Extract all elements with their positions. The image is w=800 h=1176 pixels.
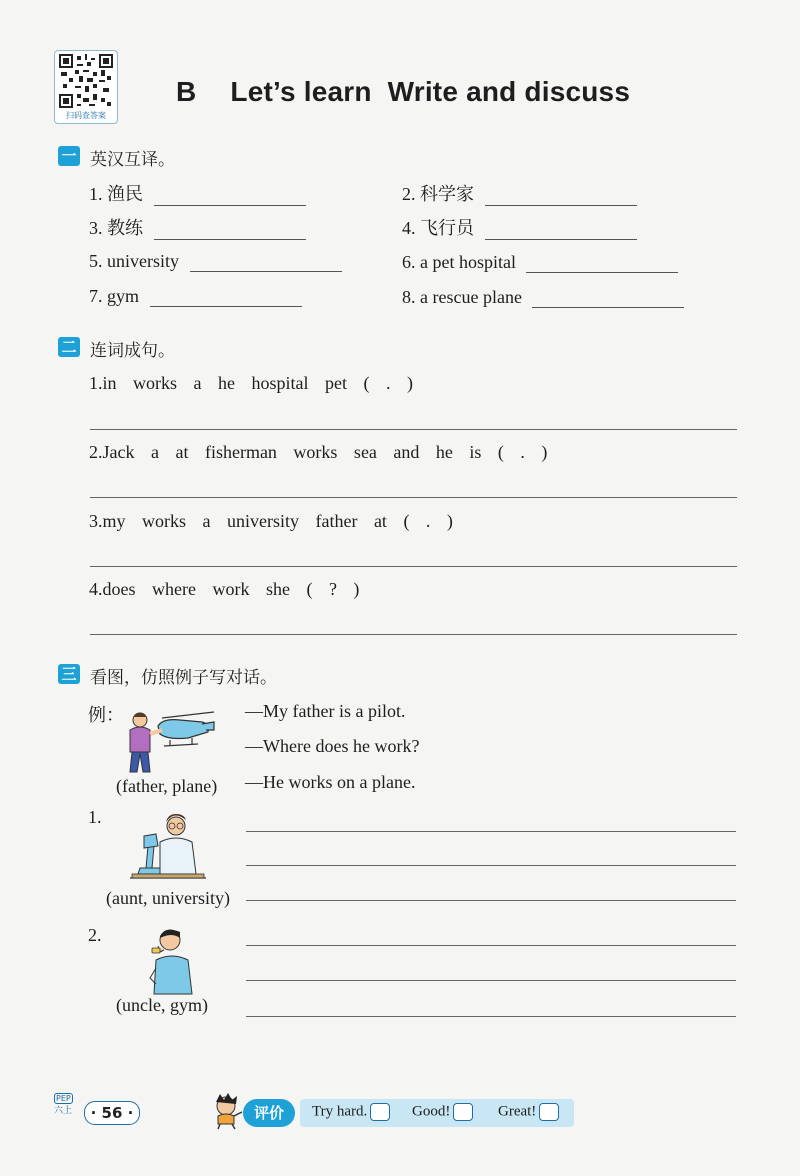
- writing-line[interactable]: [246, 980, 736, 981]
- item-number: 8.: [402, 287, 416, 307]
- item-word: gym: [107, 286, 140, 306]
- vocab-item-3: [89, 214, 306, 240]
- example-caption: (father, plane): [116, 776, 218, 796]
- eval-checkbox[interactable]: [453, 1103, 473, 1121]
- item-word: a pet hospital: [420, 252, 516, 272]
- item-number: 5.: [89, 251, 103, 271]
- qr-code[interactable]: [54, 50, 118, 124]
- example-line-1: —My father is a pilot.: [245, 701, 406, 721]
- eval-label: Try hard.: [312, 1103, 368, 1120]
- item-number: 4.: [89, 579, 103, 599]
- item-word: 飞行员: [420, 218, 474, 238]
- scramble-item-2: [89, 442, 547, 463]
- vocab-item-6: [402, 252, 678, 273]
- section-2-badge: 二: [58, 337, 80, 357]
- answer-blank[interactable]: [532, 289, 684, 308]
- item-number: 6.: [402, 252, 416, 272]
- scramble-item-4: [89, 579, 359, 600]
- scramble-item-1: [89, 373, 413, 394]
- answer-blank[interactable]: [526, 254, 678, 273]
- section-3-badge: 三: [58, 664, 80, 684]
- example-label: 例：: [88, 705, 124, 725]
- answer-blank[interactable]: [154, 187, 306, 206]
- exercise-number: 2.: [88, 925, 102, 945]
- writing-line[interactable]: [90, 429, 737, 430]
- scrambled-words: in works a he hospital pet: [102, 373, 347, 393]
- answer-blank[interactable]: [154, 221, 306, 240]
- eval-label: Great!: [498, 1103, 537, 1120]
- section-1-badge: 一: [58, 146, 80, 166]
- item-number: 7.: [89, 286, 103, 306]
- item-number: 3.: [89, 218, 103, 238]
- coach-whistle-illustration: [130, 922, 210, 996]
- evaluation-badge: 评价: [243, 1099, 295, 1127]
- writing-line[interactable]: [246, 865, 736, 866]
- item-number: 4.: [402, 218, 416, 238]
- punctuation-hint: ( . ): [497, 442, 548, 462]
- punctuation-hint: ( ? ): [306, 579, 360, 599]
- item-word: university: [107, 251, 179, 271]
- item-number: 2.: [89, 442, 103, 462]
- writing-line[interactable]: [246, 1016, 736, 1017]
- item-word: 教练: [107, 218, 143, 238]
- page-number: · 56 ·: [84, 1101, 140, 1125]
- item-word: 科学家: [420, 184, 474, 204]
- scrambled-words: does where work she: [102, 579, 290, 599]
- item-word: a rescue plane: [420, 287, 522, 307]
- vocab-item-8: [402, 287, 684, 308]
- qr-code-icon: [59, 54, 113, 108]
- eval-good: [412, 1103, 473, 1121]
- punctuation-hint: ( . ): [403, 511, 453, 531]
- writing-line[interactable]: [246, 900, 736, 901]
- section-2-title: 连词成句。: [90, 341, 175, 361]
- exercise-number: 1.: [88, 807, 102, 827]
- eval-great: [498, 1103, 559, 1121]
- scientist-microscope-illustration: [130, 808, 210, 884]
- section-3-title: 看图，仿照例子写对话。: [90, 668, 277, 688]
- writing-line[interactable]: [246, 945, 736, 946]
- qr-caption: 扫码查答案: [66, 111, 106, 120]
- answer-blank[interactable]: [485, 187, 637, 206]
- grade-label: 六上: [54, 1106, 73, 1116]
- vocab-item-5: [89, 251, 342, 272]
- exercise-caption: (aunt, university): [106, 888, 230, 908]
- writing-line[interactable]: [246, 831, 736, 832]
- item-number: 1.: [89, 373, 103, 393]
- answer-blank[interactable]: [190, 253, 342, 272]
- evaluation-bar: [300, 1099, 574, 1127]
- section-1-title: 英汉互译。: [90, 150, 175, 170]
- vocab-item-2: [402, 180, 637, 206]
- vocab-item-7: [89, 286, 302, 307]
- eval-checkbox[interactable]: [539, 1103, 559, 1121]
- example-line-3: —He works on a plane.: [245, 772, 416, 792]
- pilot-helicopter-illustration: [118, 704, 218, 776]
- mascot-icon: [208, 1092, 244, 1130]
- writing-line[interactable]: [90, 634, 737, 635]
- eval-label: Good!: [412, 1103, 451, 1120]
- writing-line[interactable]: [90, 497, 737, 498]
- title-text: Let’s learn Write and discuss: [230, 76, 631, 107]
- title-letter: B: [176, 76, 197, 107]
- exercise-caption: (uncle, gym): [116, 995, 208, 1015]
- answer-blank[interactable]: [485, 221, 637, 240]
- scrambled-words: my works a university father at: [102, 511, 387, 531]
- item-number: 1.: [89, 184, 103, 204]
- answer-blank[interactable]: [150, 288, 302, 307]
- scrambled-words: Jack a at fisherman works sea and he is: [102, 442, 482, 462]
- item-word: 渔民: [107, 184, 143, 204]
- eval-try-hard: [312, 1103, 390, 1121]
- vocab-item-1: [89, 180, 306, 206]
- eval-checkbox[interactable]: [370, 1103, 390, 1121]
- page-title: [176, 76, 630, 108]
- item-number: 3.: [89, 511, 103, 531]
- pep-label: PEP: [56, 1094, 71, 1103]
- edition-badge: [54, 1093, 80, 1123]
- scramble-item-3: [89, 511, 453, 532]
- vocab-item-4: [402, 214, 637, 240]
- punctuation-hint: ( . ): [363, 373, 413, 393]
- writing-line[interactable]: [90, 566, 737, 567]
- example-line-2: —Where does he work?: [245, 736, 420, 756]
- item-number: 2.: [402, 184, 416, 204]
